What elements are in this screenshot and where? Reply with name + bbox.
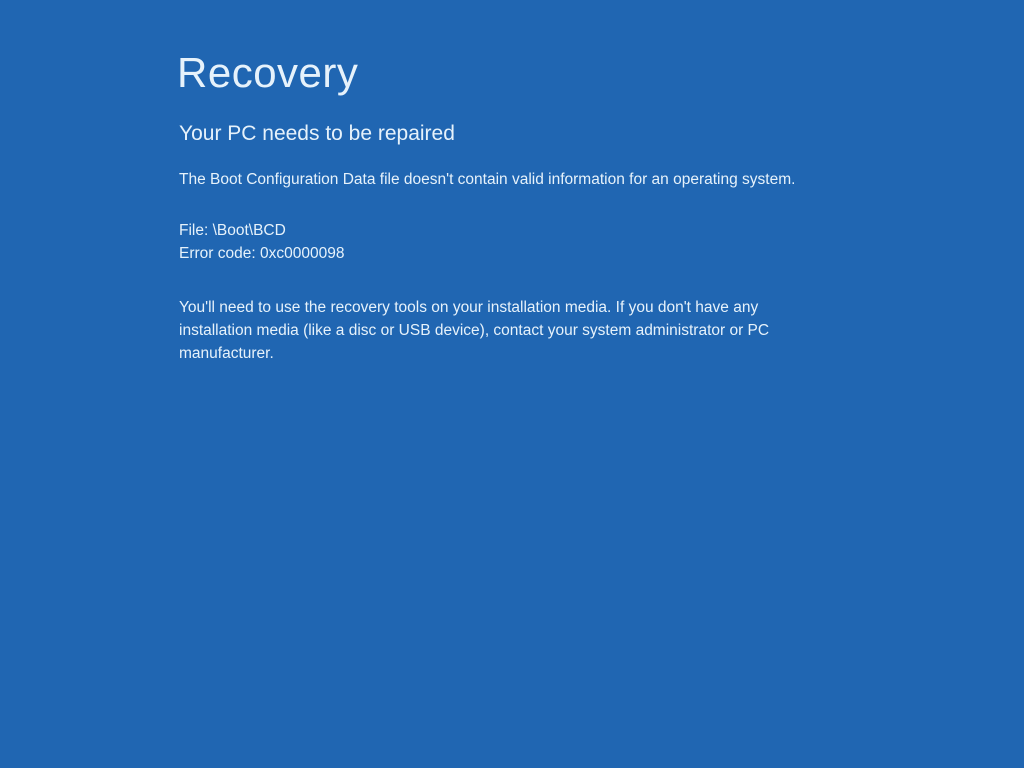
error-subtitle: Your PC needs to be repaired (179, 122, 455, 146)
error-description: The Boot Configuration Data file doesn't contain valid information for an operating system. (179, 171, 796, 189)
error-code: Error code: 0xc0000098 (179, 245, 345, 263)
recovery-instructions: You'll need to use the recovery tools on your installation media. If you don't have any installation media (like a disc or USB device), contact your system administrator or PC manufacturer. (179, 299, 770, 363)
error-details (179, 219, 1024, 265)
error-file-path: File: \Boot\BCD (179, 222, 286, 240)
page-title: Recovery (177, 49, 359, 96)
